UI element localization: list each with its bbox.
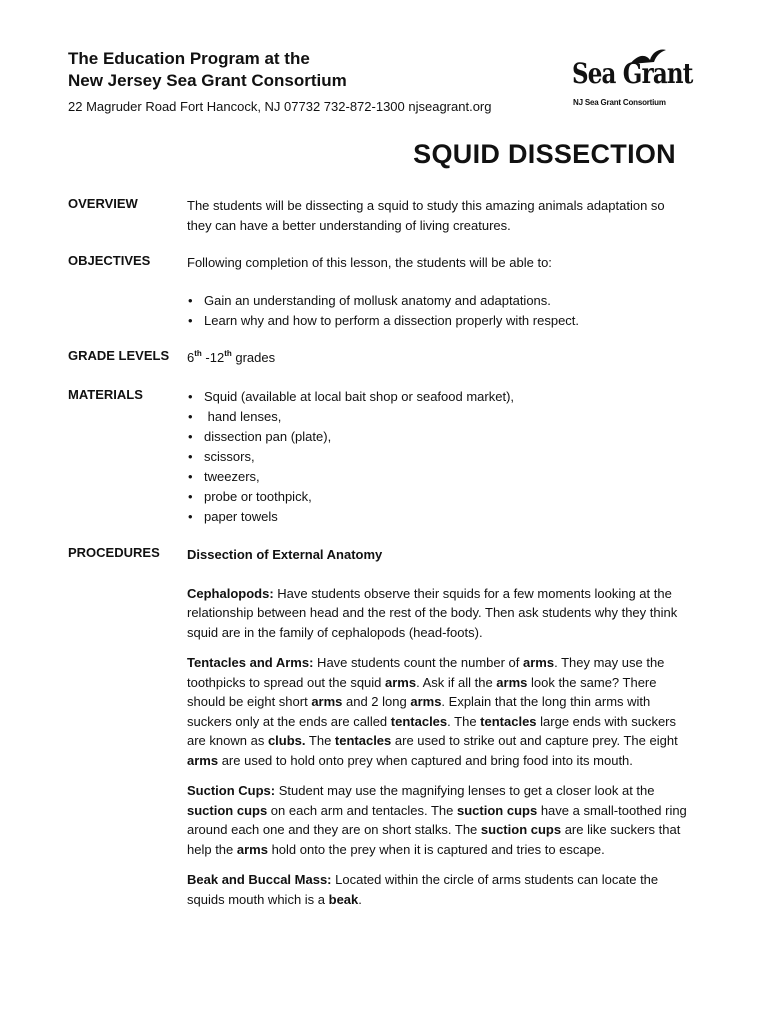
overview-label: OVERVIEW [68, 196, 138, 211]
bold-term: tentacles [480, 713, 537, 729]
bold-term: beak [328, 891, 359, 907]
materials-list [187, 387, 689, 527]
bold-term: tentacles [390, 713, 448, 729]
paragraph-text: are used to strike out and capture prey. The eight [391, 733, 678, 748]
page-title: SQUID DISSECTION [413, 139, 676, 169]
bold-term: arms [496, 674, 528, 690]
paragraph-text: The [305, 733, 335, 748]
paragraph-text: . [358, 891, 362, 907]
logo-wordmark: Sea Grant [572, 57, 693, 90]
paragraph-text: are used to hold onto prey when captured and bring food into its mouth. [218, 752, 633, 768]
material-item: • dissection pan (plate), [187, 427, 689, 447]
material-item: • tweezers, [187, 467, 689, 487]
paragraph-text: . They may use the toothpicks to spread out the squid [187, 655, 665, 690]
sea-grant-logo [568, 46, 693, 116]
objectives-label: OBJECTIVES [68, 253, 151, 268]
procedures-content [187, 545, 689, 920]
bold-term: tentacles [334, 733, 392, 748]
objectives-intro: Following completion of this lesson, the students will be able to: [187, 255, 552, 270]
material-item: • probe or toothpick, [187, 487, 689, 507]
material-item: • Squid (available at local bait shop or seafood market), [187, 387, 689, 407]
procedures-paragraphs [187, 584, 689, 910]
grade-separator: -12 [201, 350, 225, 365]
grade-unit: grades [231, 350, 276, 365]
bold-term: Suction Cups: [187, 783, 276, 798]
bold-term: Cephalopods: [187, 585, 274, 601]
bold-term: arms [187, 752, 219, 768]
bold-term: arms [385, 674, 417, 690]
procedure-paragraph [187, 653, 689, 770]
org-heading [68, 48, 548, 92]
overview-text: The students will be dissecting a squid to study this amazing animals adaptation so they can have a better understanding of living creatures. [187, 198, 665, 233]
paragraph-text: are like suckers that help the [187, 822, 681, 857]
paragraph-text: and 2 long [342, 694, 411, 709]
bold-term: arms [410, 694, 442, 709]
procedure-paragraph [187, 781, 689, 859]
org-line-2: New Jersey Sea Grant Consortium [68, 71, 347, 90]
paragraph-text: . Ask if all the [416, 674, 497, 690]
org-line-1: The Education Program at the [68, 49, 310, 68]
material-item: • paper towels [187, 507, 689, 527]
grade-start: 6 [187, 350, 195, 365]
paragraph-text: Located within the circle of arms students can locate the squids mouth which is a [187, 872, 659, 907]
grade-levels-value [187, 348, 689, 368]
paragraph-text: large ends with suckers are known as [187, 713, 676, 748]
bold-term: suction cups [480, 822, 562, 837]
bold-term: arms [311, 694, 343, 709]
objective-item: • Gain an understanding of mollusk anatomy and adaptations. [187, 291, 689, 311]
bold-term: arms [236, 841, 268, 857]
procedure-paragraph [187, 870, 689, 909]
paragraph-text: Have students observe their squids for a few moments looking at the relationship between head and the rest of the body. Then ask students why they think squid are in the family of cephalopods (head-foots). [187, 585, 678, 640]
procedures-label: PROCEDURES [68, 545, 160, 560]
logo-subtitle: NJ Sea Grant Consortium [573, 98, 666, 107]
procedures-heading: Dissection of External Anatomy [187, 547, 383, 562]
org-address: 22 Magruder Road Fort Hancock, NJ 07732 732-872-1300 njseagrant.org [68, 99, 492, 114]
objectives-list [187, 291, 689, 331]
paragraph-text: hold onto the prey when it is captured and tries to escape. [267, 841, 605, 857]
paragraph-text: have a small-toothed ring around each one and they are on short stalks. The [187, 802, 687, 837]
grade-levels-label: GRADE LEVELS [68, 348, 170, 363]
bold-term: clubs. [267, 733, 306, 748]
bold-term: suction cups [187, 802, 268, 818]
materials-label: MATERIALS [68, 387, 143, 402]
bold-term: Tentacles and Arms: [187, 655, 314, 670]
material-item: • hand lenses, [187, 407, 689, 427]
paragraph-text: Student may use the magnifying lenses to get a closer look at the [275, 783, 655, 798]
paragraph-text: . Explain that the long thin arms with suckers only at the ends are called [187, 694, 651, 729]
material-item: • scissors, [187, 447, 689, 467]
grade-start-suffix: th [194, 349, 202, 358]
materials-content [187, 387, 689, 527]
paragraph-text: on each arm and tentacles. The [267, 802, 458, 818]
bold-term: Beak and Buccal Mass: [187, 872, 332, 887]
bold-term: suction cups [457, 802, 538, 818]
objective-item: • Learn why and how to perform a dissection properly with respect. [187, 311, 689, 331]
paragraph-text: . The [447, 713, 481, 729]
paragraph-text: look the same? There should be eight short [187, 674, 657, 709]
paragraph-text: Have students count the number of [313, 655, 524, 670]
grade-end-suffix: th [224, 349, 232, 358]
objectives-content [187, 253, 689, 331]
bold-term: arms [523, 655, 555, 670]
procedure-paragraph [187, 584, 689, 643]
